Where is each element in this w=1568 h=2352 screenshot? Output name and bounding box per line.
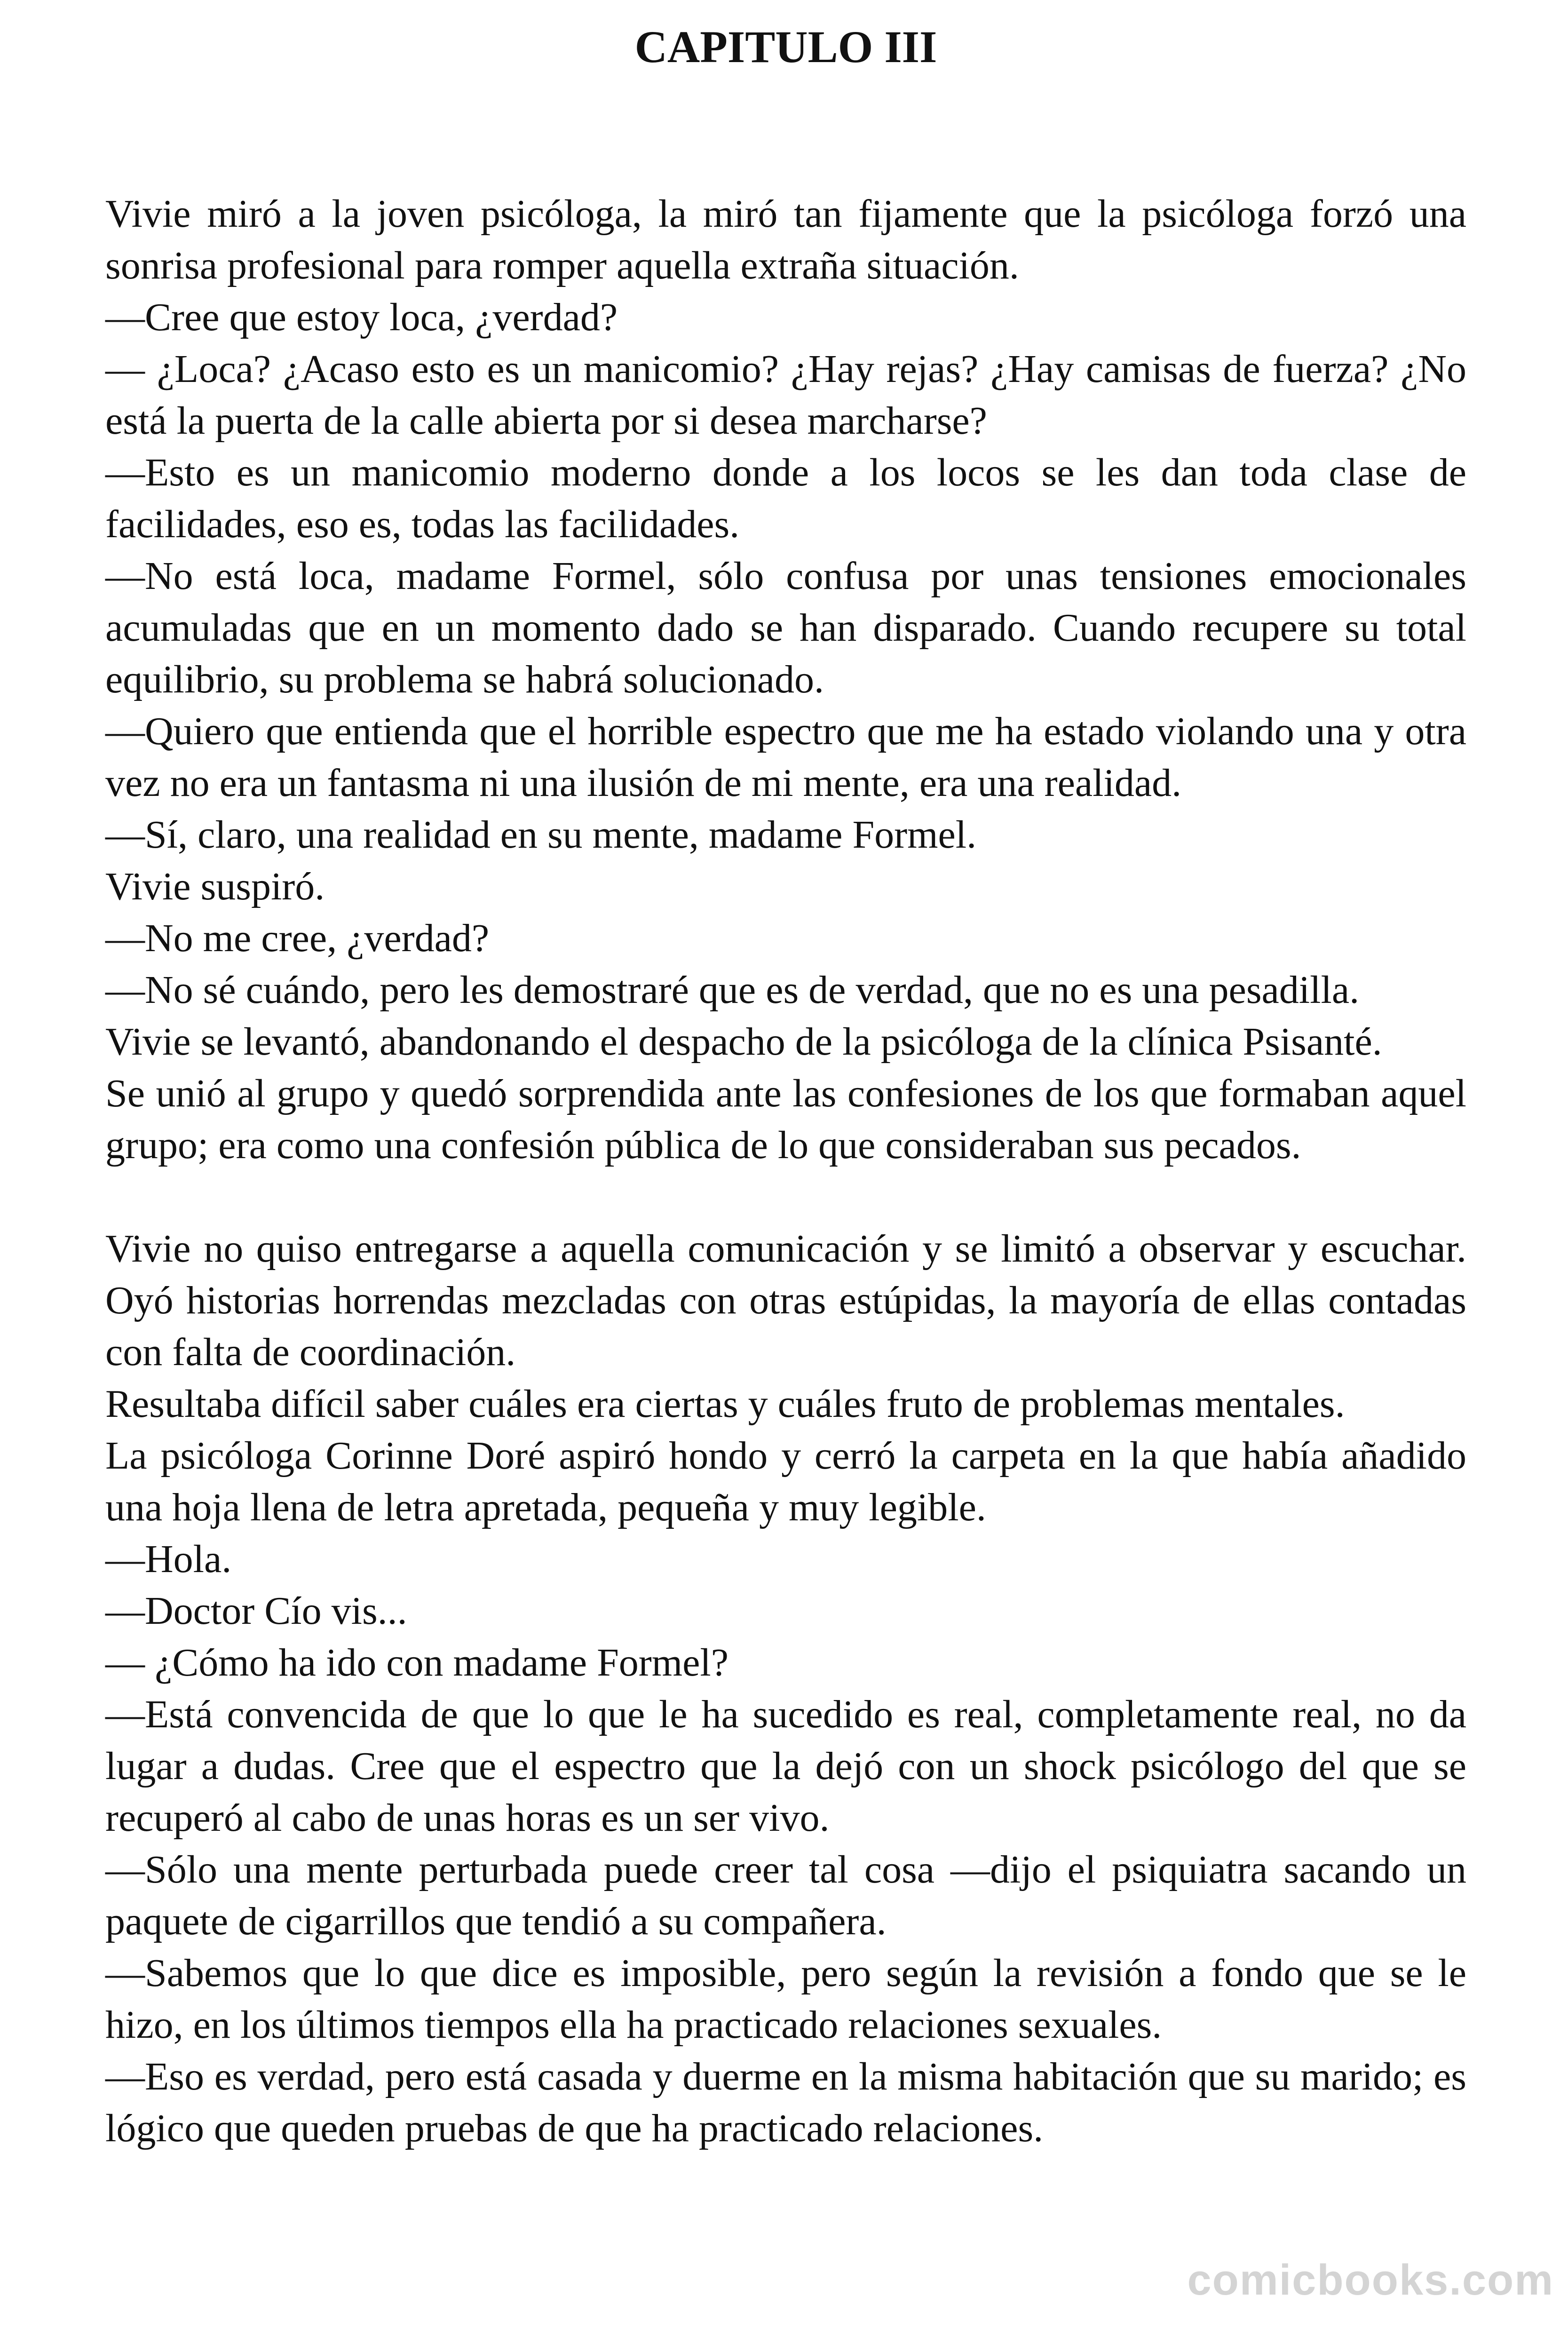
paragraph: —No me cree, ¿verdad? — [105, 916, 490, 960]
paragraph: —Sólo una mente perturbada puede creer tal cosa —dijo el psiquiatra sacando un paquete de cigarrillos que tendió a su compañera. — [105, 1848, 1466, 1943]
paragraph: Vivie se levantó, abandonando el despacho de la psicóloga de la clínica Psisanté. — [105, 1020, 1382, 1064]
paragraph: —No está loca, madame Formel, sólo confusa por unas tensiones emocionales acumuladas que en un momento dado se han disparado. Cuando recupere su total equilibrio, su problema se habrá solucionado. — [105, 554, 1466, 701]
paragraph: —No sé cuándo, pero les demostraré que es de verdad, que no es una pesadilla. — [105, 968, 1360, 1012]
paragraph: —Sabemos que lo que dice es imposible, pero según la revisión a fondo que se le hizo, en los últimos tiempos ella ha practicado relaciones sexuales. — [105, 1951, 1466, 2047]
paragraph: — ¿Loca? ¿Acaso esto es un manicomio? ¿Hay rejas? ¿Hay camisas de fuerza? ¿No está la puerta de la calle abierta por si desea marcharse? — [105, 347, 1466, 443]
paragraph: Vivie miró a la joven psicóloga, la miró tan fijamente que la psicóloga forzó una sonrisa profesional para romper aquella extraña situación. — [105, 192, 1466, 287]
paragraph: — ¿Cómo ha ido con madame Formel? — [105, 1641, 729, 1685]
paragraph: —Sí, claro, una realidad en su mente, madame Formel. — [105, 813, 977, 857]
paragraph: Vivie suspiró. — [105, 865, 325, 908]
paragraph: Se unió al grupo y quedó sorprendida ante las confesiones de los que formaban aquel grupo; era como una confesión pública de lo que consideraban sus pecados. — [105, 1072, 1466, 1167]
paragraph: Resultaba difícil saber cuáles era ciertas y cuáles fruto de problemas mentales. — [105, 1382, 1345, 1426]
paragraph: —Cree que estoy loca, ¿verdad? — [105, 295, 618, 339]
watermark-text: comicbooks.com — [1187, 2256, 1554, 2304]
paragraph: —Doctor Cío vis... — [105, 1589, 407, 1633]
paragraph: La psicóloga Corinne Doré aspiró hondo y cerró la carpeta en la que había añadido una hoja llena de letra apretada, pequeña y muy legible. — [105, 1434, 1466, 1529]
chapter-body — [105, 188, 1466, 2154]
paragraph: Vivie no quiso entregarse a aquella comunicación y se limitó a observar y escuchar. Oyó historias horrendas mezcladas con otras estúpidas, la mayoría de ellas contadas con falta de coordinación. — [105, 1227, 1466, 1374]
paragraph: —Eso es verdad, pero está casada y duerme en la misma habitación que su marido; es lógico que queden pruebas de que ha practicado relaciones. — [105, 2055, 1466, 2150]
paragraph: —Hola. — [105, 1537, 232, 1581]
paragraph: —Quiero que entienda que el horrible espectro que me ha estado violando una y otra vez no era un fantasma ni una ilusión de mi mente, era una realidad. — [105, 709, 1466, 805]
paragraph: —Esto es un manicomio moderno donde a los locos se les dan toda clase de facilidades, eso es, todas las facilidades. — [105, 451, 1466, 546]
chapter-title: CAPITULO III — [634, 22, 937, 72]
paragraph: —Está convencida de que lo que le ha sucedido es real, completamente real, no da lugar a dudas. Cree que el espectro que la dejó con un shock psicólogo del que se recuperó al cabo de unas horas es un ser vivo. — [105, 1692, 1466, 1840]
